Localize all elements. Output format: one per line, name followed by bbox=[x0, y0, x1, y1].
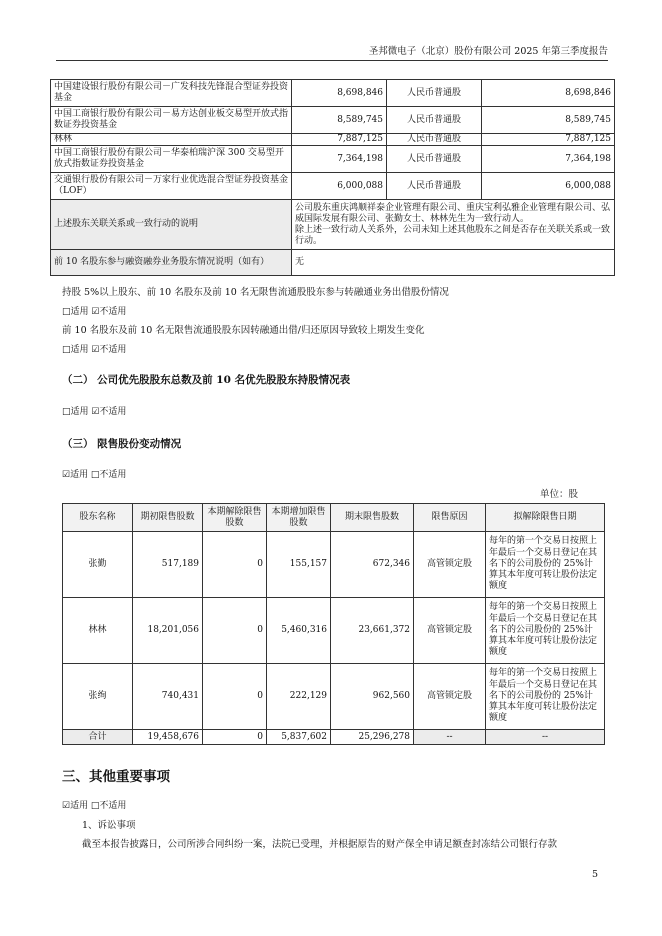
total-added: 5,837,602 bbox=[267, 730, 331, 745]
holder-name: 中国建设银行股份有限公司－广发科技先锋混合型证券投资基金 bbox=[51, 80, 292, 107]
margin-text: 无 bbox=[292, 250, 615, 276]
restriction-reason: 高管锁定股 bbox=[414, 598, 486, 664]
release-date: 每年的第一个交易日按照上年最后一个交易日登记在其名下的公司股份的 25%计算其本年度可转让股份法定额度 bbox=[486, 532, 605, 598]
litigation-text: 截至本报告披露日，公司所涉合同纠纷一案，法院已受理，并根据原告的财产保全申请足额查封冻结公司银行存款 bbox=[82, 839, 558, 850]
restriction-reason: 高管锁定股 bbox=[414, 664, 486, 730]
col-header-end: 期末限售股数 bbox=[331, 504, 414, 532]
total-date: -- bbox=[486, 730, 605, 745]
total-released: 0 bbox=[203, 730, 267, 745]
share-count: 7,887,125 bbox=[482, 134, 615, 146]
holder-shares: 8,589,745 bbox=[292, 107, 387, 134]
table-row bbox=[51, 146, 615, 173]
share-type: 人民币普通股 bbox=[387, 134, 482, 146]
margin-label: 前 10 名股东参与融资融券业务股东情况说明（如有） bbox=[51, 250, 292, 276]
restricted-section-title: （三） 限售股份变动情况 bbox=[62, 438, 182, 450]
header-divider bbox=[56, 60, 608, 61]
other-applicability: ☑适用 □不适用 bbox=[62, 801, 127, 811]
share-type: 人民币普通股 bbox=[387, 146, 482, 173]
relation-label: 上述股东关联关系或一致行动的说明 bbox=[51, 200, 292, 250]
added-shares: 5,460,316 bbox=[267, 598, 331, 664]
released-shares: 0 bbox=[203, 664, 267, 730]
table-row bbox=[51, 134, 615, 146]
table-row bbox=[63, 532, 605, 598]
preferred-applicability: □适用 ☑不适用 bbox=[62, 407, 127, 417]
preferred-section-title: （二） 公司优先股股东总数及前 10 名优先股股东持股情况表 bbox=[62, 374, 351, 386]
col-header-date: 拟解除限售日期 bbox=[486, 504, 605, 532]
total-reason: -- bbox=[414, 730, 486, 745]
release-date: 每年的第一个交易日按照上年最后一个交易日登记在其名下的公司股份的 25%计算其本年度可转让股份法定额度 bbox=[486, 598, 605, 664]
other-matters-title: 三、其他重要事项 bbox=[62, 769, 170, 785]
end-shares: 23,661,372 bbox=[331, 598, 414, 664]
total-end: 25,296,278 bbox=[331, 730, 414, 745]
share-count: 7,364,198 bbox=[482, 146, 615, 173]
table-header-row bbox=[63, 504, 605, 532]
holder-name: 张绚 bbox=[63, 664, 133, 730]
col-header-begin: 期初限售股数 bbox=[133, 504, 203, 532]
holder-name: 中国工商银行股份有限公司－易方达创业板交易型开放式指数证券投资基金 bbox=[51, 107, 292, 134]
table-row bbox=[51, 173, 615, 200]
holder-name: 张勤 bbox=[63, 532, 133, 598]
table-row bbox=[63, 664, 605, 730]
top-holders-table bbox=[50, 79, 615, 276]
end-shares: 672,346 bbox=[331, 532, 414, 598]
total-begin: 19,458,676 bbox=[133, 730, 203, 745]
report-header: 圣邦微电子（北京）股份有限公司 2025 年第三季度报告 bbox=[368, 46, 608, 57]
restricted-applicability: ☑适用 □不适用 bbox=[62, 470, 127, 480]
unit-label: 单位：股 bbox=[540, 489, 579, 500]
holder-shares: 8,698,846 bbox=[292, 80, 387, 107]
total-label: 合计 bbox=[63, 730, 133, 745]
share-count: 8,698,846 bbox=[482, 80, 615, 107]
share-count: 8,589,745 bbox=[482, 107, 615, 134]
added-shares: 155,157 bbox=[267, 532, 331, 598]
change-applicability: □适用 ☑不适用 bbox=[62, 345, 127, 355]
restricted-shares-table bbox=[62, 503, 605, 745]
col-header-holder: 股东名称 bbox=[63, 504, 133, 532]
table-row bbox=[51, 80, 615, 107]
table-total-row bbox=[63, 730, 605, 745]
added-shares: 222,129 bbox=[267, 664, 331, 730]
begin-shares: 517,189 bbox=[133, 532, 203, 598]
end-shares: 962,560 bbox=[331, 664, 414, 730]
table-row bbox=[63, 598, 605, 664]
released-shares: 0 bbox=[203, 598, 267, 664]
begin-shares: 740,431 bbox=[133, 664, 203, 730]
page-number: 5 bbox=[592, 869, 599, 880]
holder-name: 林林 bbox=[63, 598, 133, 664]
litigation-heading: 1、诉讼事项 bbox=[82, 820, 136, 831]
share-type: 人民币普通股 bbox=[387, 173, 482, 200]
share-count: 6,000,088 bbox=[482, 173, 615, 200]
holder-name: 林林 bbox=[51, 134, 292, 146]
holder-shares: 6,000,088 bbox=[292, 173, 387, 200]
holder-shares: 7,887,125 bbox=[292, 134, 387, 146]
relation-text-2: 除上述一致行动人关系外，公司未知上述其他股东之间是否存在关联关系或一致行动。 bbox=[295, 224, 611, 246]
col-header-released: 本期解除限售股数 bbox=[203, 504, 267, 532]
table-row bbox=[51, 200, 615, 250]
share-type: 人民币普通股 bbox=[387, 80, 482, 107]
lending-applicability: □适用 ☑不适用 bbox=[62, 307, 127, 317]
table-row bbox=[51, 107, 615, 134]
restriction-reason: 高管锁定股 bbox=[414, 532, 486, 598]
holder-name: 交通银行股份有限公司－万家行业优选混合型证券投资基金（LOF） bbox=[51, 173, 292, 200]
holder-shares: 7,364,198 bbox=[292, 146, 387, 173]
relation-text-1: 公司股东重庆鸿顺祥泰企业管理有限公司、重庆宝利弘雅企业管理有限公司、弘威国际发展有限公司、张勤女士、林林先生为一致行动人。 bbox=[295, 202, 611, 224]
share-type: 人民币普通股 bbox=[387, 107, 482, 134]
released-shares: 0 bbox=[203, 532, 267, 598]
table-row bbox=[51, 250, 615, 276]
col-header-reason: 限售原因 bbox=[414, 504, 486, 532]
change-paragraph: 前 10 名股东及前 10 名无限售流通股股东因转融通出借/归还原因导致较上期发生变化 bbox=[62, 325, 425, 336]
release-date: 每年的第一个交易日按照上年最后一个交易日登记在其名下的公司股份的 25%计算其本年度可转让股份法定额度 bbox=[486, 664, 605, 730]
holder-name: 中国工商银行股份有限公司－华泰柏瑞沪深 300 交易型开放式指数证券投资基金 bbox=[51, 146, 292, 173]
begin-shares: 18,201,056 bbox=[133, 598, 203, 664]
relation-description bbox=[292, 200, 615, 250]
lending-paragraph: 持股 5%以上股东、前 10 名股东及前 10 名无限售流通股股东参与转融通业务出借股份情况 bbox=[62, 287, 449, 298]
col-header-added: 本期增加限售股数 bbox=[267, 504, 331, 532]
